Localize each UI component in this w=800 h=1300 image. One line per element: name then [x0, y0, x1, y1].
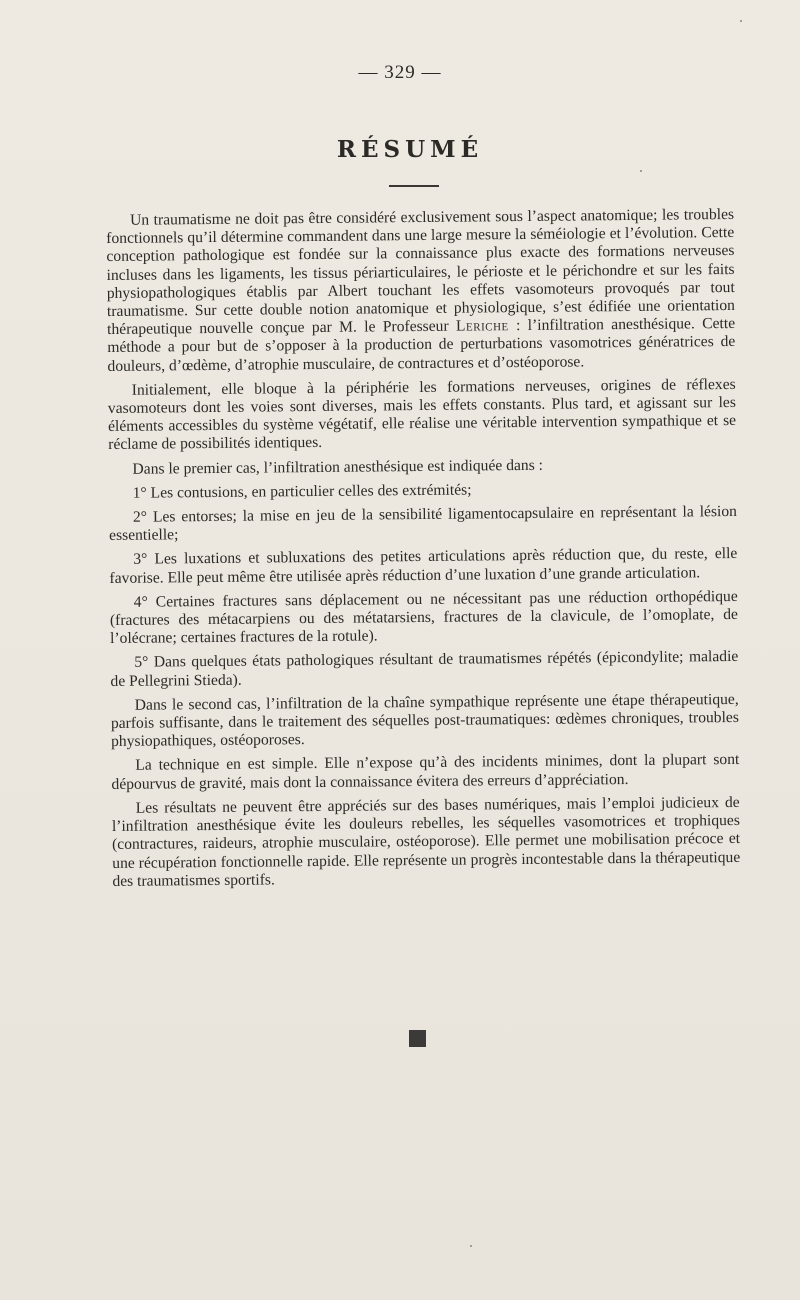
author-name: Leriche: [455, 317, 509, 335]
paper-speck: [740, 20, 742, 22]
paragraph: Dans le premier cas, l’infiltration anesthésique est indiquée dans :: [132, 456, 544, 478]
paragraph: Un traumatisme ne doit pas être considéré exclusivement sous l’aspect anatomique; les troubles fonctionnels qu’il détermine commandent dans une large mesure la séméiologie et l’évolution. Cette conception pathologique est fondée sur la connaissance plus exacte des formations nerveuses incluses dans les ligaments, les tissus périarticulaires, le périoste et le périchondre et sur les faits physiopathologiques établis par Albert touchant les effets vasomoteurs provoqués par tout traumatisme. Sur cette double notion anatomique et physiologique, s’est édifiée une orientation thérapeutique nouvelle conçue par M. le Professeur Leriche : l’infiltration anesthésique. Cette méthode a pour but de s’opposer à la production de perturbations vasomotrices génératrices de douleurs, d’œdème, d’atrophie musculaire, de contractures et d’ostéoporose.: [106, 205, 736, 375]
page-number: — 329 —: [358, 62, 442, 83]
paragraph: Dans le second cas, l’infiltration de la chaîne sympathique représente une étape thérapeutique, parfois suffisante, dans le traitement des séquelles post-traumatiques: œdèmes chroniques, troubles physiopathiques, ostéoporoses.: [110, 690, 739, 751]
list-item: 2° Les entorses; la mise en jeu de la sensibilité ligamentocapsulaire en représentant la lésion essentielle;: [109, 503, 737, 545]
list-item: 1° Les contusions, en particulier celles des extrémités;: [132, 481, 472, 502]
list-item: 4° Certaines fractures sans déplacement ou ne nécessitant pas une réduction orthopédique (fractures des métacarpiens ou des métatarsiens, fractures de la clavicule, de l’omoplate, de l’olécrane; certaines fractures de la rotule).: [109, 587, 738, 648]
paragraph: La technique en est simple. Elle n’expose qu’à des incidents minimes, dont la plupart sont dépourvus de gravité, mais dont la connaissance évitera des erreurs d’appréciation.: [111, 751, 740, 793]
page-title: RÉSUMÉ: [336, 136, 484, 163]
paragraph: Initialement, elle bloque à la périphérie les formations nerveuses, origines de réflexes vasomoteurs dont les voies sont diverses, mais les effets constants. Plus tard, et agissant sur les éléments accessibles du système végétatif, elle réalise une véritable intervention sympathique et se réclame de possibilités identiques.: [107, 375, 737, 454]
paragraph: Les résultats ne peuvent être appréciés sur des bases numériques, mais l’emploi judicieux de l’infiltration anesthésique évite les douleurs rebelles, les séquelles vasomotrices et trophiques (contractures, raideurs, atrophie musculaire, ostéoporose). Elle permet une mobilisation précoce et une récupération fonctionnelle rapide. Elle représente un progrès incontestable dans la thérapeutique des traumatismes sportifs.: [111, 793, 741, 890]
title-divider: [389, 185, 439, 187]
paper-speck: [470, 1245, 472, 1247]
printer-mark: [409, 1030, 426, 1047]
summary-body: [106, 206, 741, 897]
paper-speck: [640, 170, 642, 172]
list-item: 5° Dans quelques états pathologiques résultant de traumatismes répétés (épicondylite; maladie de Pellegrini Stieda).: [110, 648, 739, 690]
list-item: 3° Les luxations et subluxations des petites articulations après réduction que, du reste, elle favorise. Elle peut même être utilisée après réduction d’une luxation d’une grande articulation.: [109, 545, 738, 587]
